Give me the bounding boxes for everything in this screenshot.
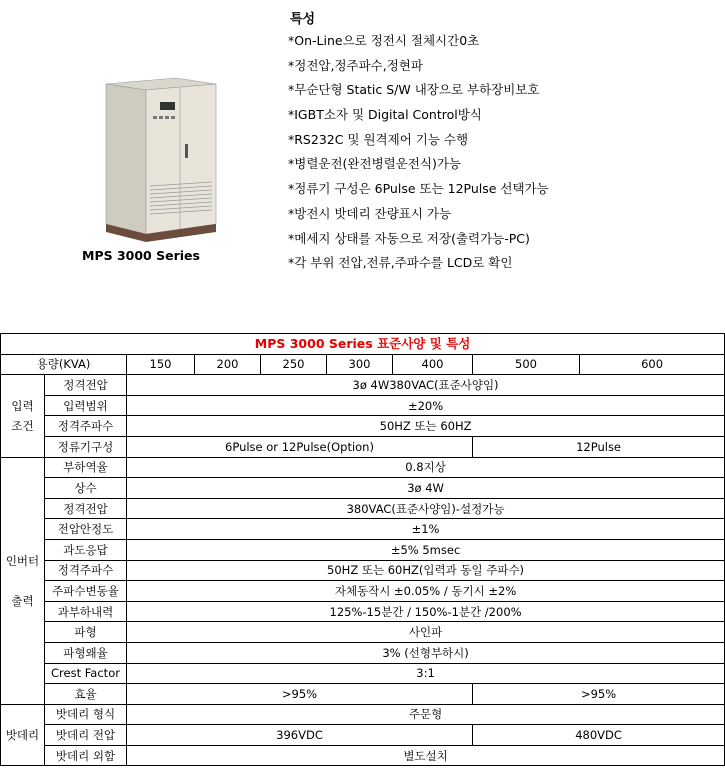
row-label: 밧데리 전압 xyxy=(45,725,127,746)
capacity-cell: 500 xyxy=(473,354,580,375)
capacity-cell: 400 xyxy=(393,354,473,375)
product-image xyxy=(88,74,218,274)
row-value: 3% (선형부하시) xyxy=(127,642,725,663)
row-label: 과도응답 xyxy=(45,539,127,560)
group-label-inverter: 인버터 출력 xyxy=(1,457,45,704)
feature-item: * 병렬운전(완전병렬운전식)가능 xyxy=(288,155,549,180)
table-row xyxy=(1,622,725,643)
feature-item: * 정류기 구성은 6Pulse 또는 12Pulse 선택가능 xyxy=(288,180,549,205)
table-row xyxy=(1,519,725,540)
table-row xyxy=(1,725,725,746)
table-row xyxy=(1,539,725,560)
row-label: 부하역율 xyxy=(45,457,127,478)
table-row xyxy=(1,704,725,725)
table-row xyxy=(1,436,725,457)
capacity-cell: 150 xyxy=(127,354,195,375)
row-label: 정격주파수 xyxy=(45,416,127,437)
cabinet-front xyxy=(146,84,216,234)
capacity-row xyxy=(1,354,725,375)
capacity-cell: 300 xyxy=(327,354,393,375)
row-value-right: >95% xyxy=(473,684,725,705)
row-label: 밧데리 형식 xyxy=(45,704,127,725)
row-label: 입력범위 xyxy=(45,395,127,416)
row-label: 전압안정도 xyxy=(45,519,127,540)
row-value-left: 396VDC xyxy=(127,725,473,746)
row-label: 밧데리 외함 xyxy=(45,745,127,766)
row-value: 3ø 4W xyxy=(127,478,725,499)
row-label: 파형왜율 xyxy=(45,642,127,663)
row-label: 정격주파수 xyxy=(45,560,127,581)
spec-table-caption: MPS 3000 Series 표준사양 및 특성 xyxy=(1,334,725,355)
row-value: 380VAC(표준사양임)-설정가능 xyxy=(127,498,725,519)
table-row xyxy=(1,498,725,519)
capacity-cell: 600 xyxy=(580,354,725,375)
feature-item: * 방전시 밧데리 잔량표시 가능 xyxy=(288,205,549,230)
table-row xyxy=(1,395,725,416)
feature-item: * 각 부위 전압,전류,주파수를 LCD로 확인 xyxy=(288,254,549,279)
row-value: 0.8지상 xyxy=(127,457,725,478)
row-value: 50HZ 또는 60HZ(입력과 동일 주파수) xyxy=(127,560,725,581)
feature-item: * 정전압,정주파수,정현파 xyxy=(288,57,549,82)
capacity-cell: 200 xyxy=(195,354,261,375)
row-label: 정격전압 xyxy=(45,375,127,396)
row-value: ±5% 5msec xyxy=(127,539,725,560)
row-label: 파형 xyxy=(45,622,127,643)
table-row xyxy=(1,478,725,499)
row-value-right: 480VDC xyxy=(473,725,725,746)
group-label-input: 입력 조건 xyxy=(1,375,45,457)
capacity-label: 용량(KVA) xyxy=(1,354,127,375)
row-value: 주문형 xyxy=(127,704,725,725)
table-row xyxy=(1,457,725,478)
row-label: 상수 xyxy=(45,478,127,499)
row-label: 효율 xyxy=(45,684,127,705)
row-value-right: 12Pulse xyxy=(473,436,725,457)
row-value: ±1% xyxy=(127,519,725,540)
row-value-left: 6Pulse or 12Pulse(Option) xyxy=(127,436,473,457)
feature-item: * On-Line으로 정전시 절체시간0초 xyxy=(288,32,549,57)
spec-table xyxy=(0,333,725,766)
row-value: ±20% xyxy=(127,395,725,416)
row-value: 50HZ 또는 60HZ xyxy=(127,416,725,437)
row-label: 주파수변동율 xyxy=(45,581,127,602)
table-row xyxy=(1,663,725,684)
table-row xyxy=(1,745,725,766)
features-title: 특성 xyxy=(290,12,316,27)
feature-item: * 메세지 상태를 자동으로 저장(출력가능-PC) xyxy=(288,230,549,255)
capacity-cell: 250 xyxy=(261,354,327,375)
row-label: 과부하내력 xyxy=(45,601,127,622)
features-list xyxy=(288,32,549,279)
feature-item: * RS232C 및 원격제어 기능 수행 xyxy=(288,131,549,156)
row-value: 3ø 4W380VAC(표준사양임) xyxy=(127,375,725,396)
feature-item: * IGBT소자 및 Digital Control방식 xyxy=(288,106,549,131)
group-label-battery: 밧데리 xyxy=(1,704,45,766)
table-row xyxy=(1,560,725,581)
ups-cabinet-illustration xyxy=(88,74,218,246)
table-row xyxy=(1,601,725,622)
table-row xyxy=(1,581,725,602)
table-row xyxy=(1,684,725,705)
row-value: 3:1 xyxy=(127,663,725,684)
table-row xyxy=(1,416,725,437)
table-row xyxy=(1,642,725,663)
row-value: 별도설치 xyxy=(127,745,725,766)
table-row xyxy=(1,375,725,396)
row-value: 자체동작시 ±0.05% / 동기시 ±2% xyxy=(127,581,725,602)
row-label: 정류기구성 xyxy=(45,436,127,457)
row-value: 사인파 xyxy=(127,622,725,643)
feature-item: * 무순단형 Static S/W 내장으로 부하장비보호 xyxy=(288,81,549,106)
row-value-left: >95% xyxy=(127,684,473,705)
row-value: 125%-15분간 / 150%-1분간 /200% xyxy=(127,601,725,622)
product-name: MPS 3000 Series xyxy=(82,248,200,263)
row-label: 정격전압 xyxy=(45,498,127,519)
row-label: Crest Factor xyxy=(45,663,127,684)
